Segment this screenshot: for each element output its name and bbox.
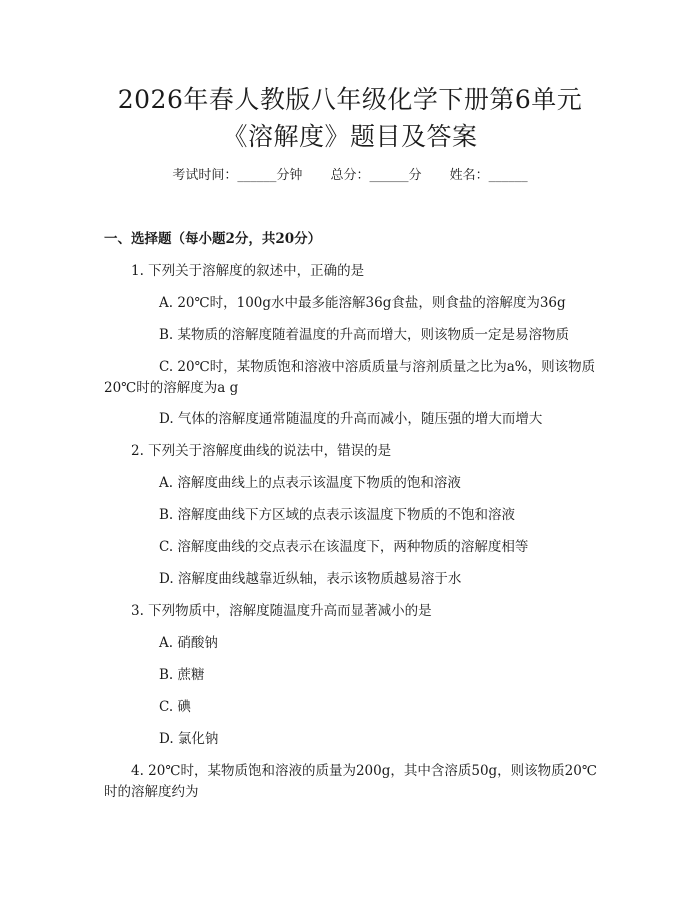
section-heading: 一、选择题（每小题2分，共20分） [104, 231, 322, 247]
question-2-stem: 2. 下列关于溶解度曲线的说法中，错误的是 [131, 443, 392, 459]
question-3-stem: 3. 下列物质中，溶解度随温度升高而显著减小的是 [131, 603, 432, 619]
question-1-stem: 1. 下列关于溶解度的叙述中，正确的是 [131, 263, 365, 279]
question-1-option-b: B. 某物质的溶解度随着温度的升高而增大，则该物质一定是易溶物质 [159, 327, 570, 343]
question-4-stem: 4. 20℃时，某物质饱和溶液的质量为200g，其中含溶质50g，则该物质20℃时的溶解度约为 [104, 763, 597, 800]
question-1-option-a: A. 20℃时，100g水中最多能溶解36g食盐，则食盐的溶解度为36g [159, 295, 566, 311]
question-2-option-b: B. 溶解度曲线下方区域的点表示该温度下物质的不饱和溶液 [159, 507, 516, 523]
question-2-option-d: D. 溶解度曲线越靠近纵轴，表示该物质越易溶于水 [159, 571, 462, 587]
document-title-line-2: 《溶解度》题目及答案 [222, 122, 478, 151]
question-3-option-b: B. 蔗糖 [159, 667, 205, 683]
question-2-option-c: C. 溶解度曲线的交点表示在该温度下，两种物质的溶解度相等 [159, 539, 529, 555]
question-3-option-c: C. 碘 [159, 699, 191, 715]
question-3-option-d: D. 氯化钠 [159, 731, 219, 747]
question-1-option-d: D. 气体的溶解度通常随温度的升高而减小，随压强的增大而增大 [159, 411, 543, 427]
total-score-field: 总分：______分 [330, 168, 422, 183]
question-1-option-c: C. 20℃时，某物质饱和溶液中溶质质量与溶剂质量之比为a%，则该物质20℃时的溶解度为a g [104, 359, 596, 396]
exam-time-field: 考试时间：______分钟 [172, 168, 303, 183]
document-title-line-1: 2026年春人教版八年级化学下册第6单元 [117, 85, 583, 114]
student-name-field: 姓名：______ [449, 168, 528, 183]
question-2-option-a: A. 溶解度曲线上的点表示该温度下物质的饱和溶液 [159, 475, 461, 491]
exam-info [0, 166, 700, 186]
question-3-option-a: A. 硝酸钠 [159, 635, 218, 651]
